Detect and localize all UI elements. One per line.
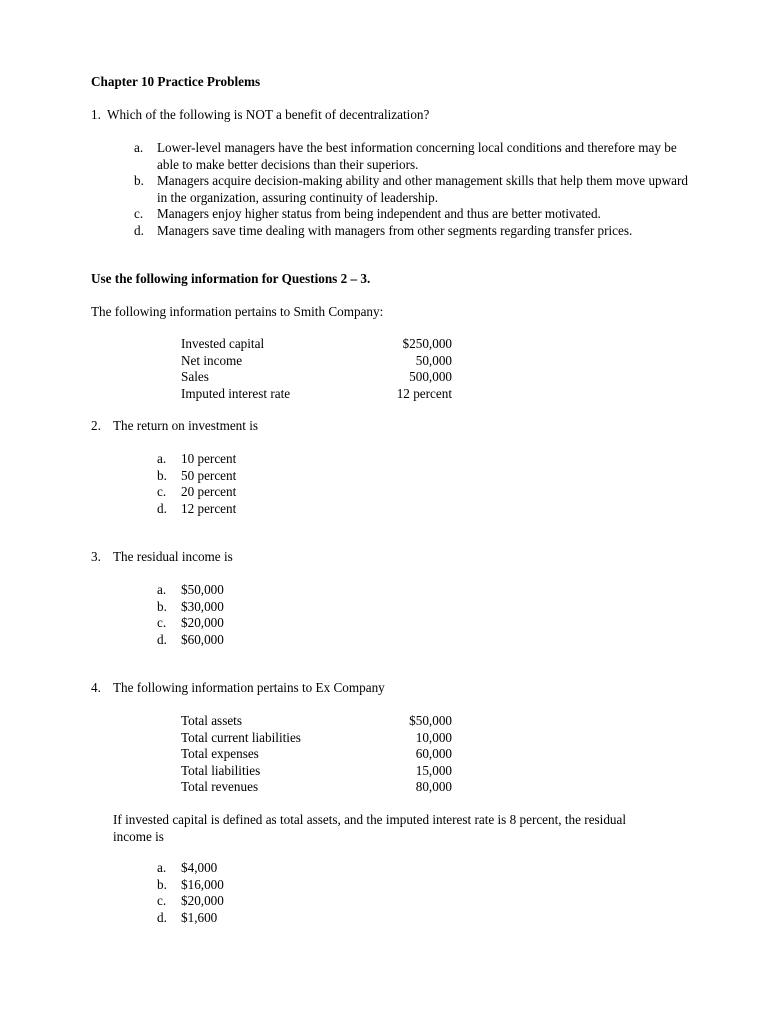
table-row	[181, 369, 452, 386]
question-2-option-b	[157, 468, 236, 485]
option-letter: c.	[157, 615, 167, 631]
question-4-option-a	[157, 860, 224, 877]
table-row	[181, 779, 452, 796]
question-4-prompt: If invested capital is defined as total assets, and the imputed interest rate is 8 percent, the residual income is	[113, 812, 627, 844]
option-text: $20,000	[181, 615, 224, 631]
option-letter: a.	[157, 860, 167, 875]
row-value: 10,000	[415, 729, 452, 745]
question-4-option-b	[157, 877, 224, 894]
option-text: 20 percent	[181, 484, 237, 500]
option-text: $20,000	[181, 893, 224, 909]
row-value: 50,000	[415, 352, 452, 368]
question-4-option-c	[157, 893, 224, 910]
option-text: Managers acquire decision-making ability and other management skills that help them move upward in the organization, assuring continuity of leadership.	[157, 173, 689, 205]
question-2-options	[157, 451, 236, 517]
row-value: 12 percent	[396, 385, 452, 401]
option-text: $16,000	[181, 876, 224, 892]
option-letter: c.	[157, 484, 167, 500]
row-value: 15,000	[415, 762, 452, 778]
smith-company-intro: The following information pertains to Smith Company:	[91, 304, 384, 319]
option-text: $1,600	[181, 909, 218, 925]
question-1-options	[134, 140, 694, 240]
option-letter: d.	[134, 222, 144, 238]
table-row	[181, 763, 452, 780]
option-letter: d.	[157, 909, 167, 925]
question-2-text: The return on investment is	[113, 418, 259, 433]
option-letter: a.	[157, 582, 167, 597]
question-1-text: Which of the following is NOT a benefit of decentralization?	[107, 107, 430, 122]
option-text: Managers enjoy higher status from being independent and thus are better motivated.	[157, 206, 601, 222]
question-3-text: The residual income is	[113, 549, 233, 564]
table-row	[181, 386, 452, 403]
table-row	[181, 746, 452, 763]
option-letter: c.	[157, 893, 167, 909]
table-row	[181, 336, 452, 353]
option-text: $50,000	[181, 582, 224, 597]
option-text: Managers save time dealing with managers from other segments regarding transfer prices.	[157, 222, 633, 238]
row-label: Invested capital	[181, 336, 265, 351]
section-instruction: Use the following information for Questions 2 – 3.	[91, 271, 371, 286]
row-label: Sales	[181, 369, 209, 385]
question-4-option-d	[157, 910, 224, 927]
row-value: $50,000	[409, 713, 452, 728]
question-1-option-b	[134, 173, 694, 206]
option-letter: c.	[134, 206, 144, 222]
question-1-number: 1.	[91, 107, 101, 122]
question-4-number: 4.	[91, 680, 101, 695]
question-3-option-a	[157, 582, 224, 599]
option-text: 50 percent	[181, 467, 237, 483]
question-4-options	[157, 860, 224, 926]
row-value: 80,000	[415, 779, 452, 795]
row-label: Total revenues	[181, 779, 259, 795]
row-value: 60,000	[415, 746, 452, 762]
question-3-option-b	[157, 599, 224, 616]
row-label: Imputed interest rate	[181, 385, 291, 401]
option-letter: b.	[157, 598, 167, 614]
option-letter: a.	[134, 140, 144, 155]
question-4-text: The following information pertains to Ex Company	[113, 680, 385, 695]
question-1-option-c	[134, 206, 694, 223]
question-3-number: 3.	[91, 549, 101, 564]
row-label: Total current liabilities	[181, 729, 301, 745]
question-2-option-a	[157, 451, 236, 468]
question-2-option-c	[157, 484, 236, 501]
option-text: $30,000	[181, 598, 224, 614]
ex-company-table	[181, 713, 452, 796]
option-letter: d.	[157, 500, 167, 516]
table-row	[181, 353, 452, 370]
page-title: Chapter 10 Practice Problems	[91, 74, 261, 89]
option-letter: a.	[157, 451, 167, 466]
table-row	[181, 730, 452, 747]
option-letter: d.	[157, 631, 167, 647]
row-label: Net income	[181, 352, 243, 368]
question-3-option-c	[157, 615, 224, 632]
option-letter: b.	[157, 876, 167, 892]
question-2-number: 2.	[91, 418, 101, 433]
row-value: 500,000	[409, 369, 452, 385]
table-row	[181, 713, 452, 730]
option-text: $4,000	[181, 860, 218, 875]
row-value: $250,000	[402, 336, 452, 351]
option-text: 12 percent	[181, 500, 237, 516]
question-1-option-d	[134, 223, 694, 240]
question-3-option-d	[157, 632, 224, 649]
row-label: Total liabilities	[181, 762, 261, 778]
option-text: $60,000	[181, 631, 224, 647]
row-label: Total expenses	[181, 746, 259, 762]
option-text: 10 percent	[181, 451, 237, 466]
option-text: Lower-level managers have the best information concerning local conditions and therefore may be able to make better decisions than their superiors.	[157, 140, 677, 172]
question-2-option-d	[157, 501, 236, 518]
smith-company-table	[181, 336, 452, 402]
row-label: Total assets	[181, 713, 242, 728]
option-letter: b.	[134, 173, 144, 189]
question-1-option-a	[134, 140, 694, 173]
option-letter: b.	[157, 467, 167, 483]
question-3-options	[157, 582, 224, 648]
